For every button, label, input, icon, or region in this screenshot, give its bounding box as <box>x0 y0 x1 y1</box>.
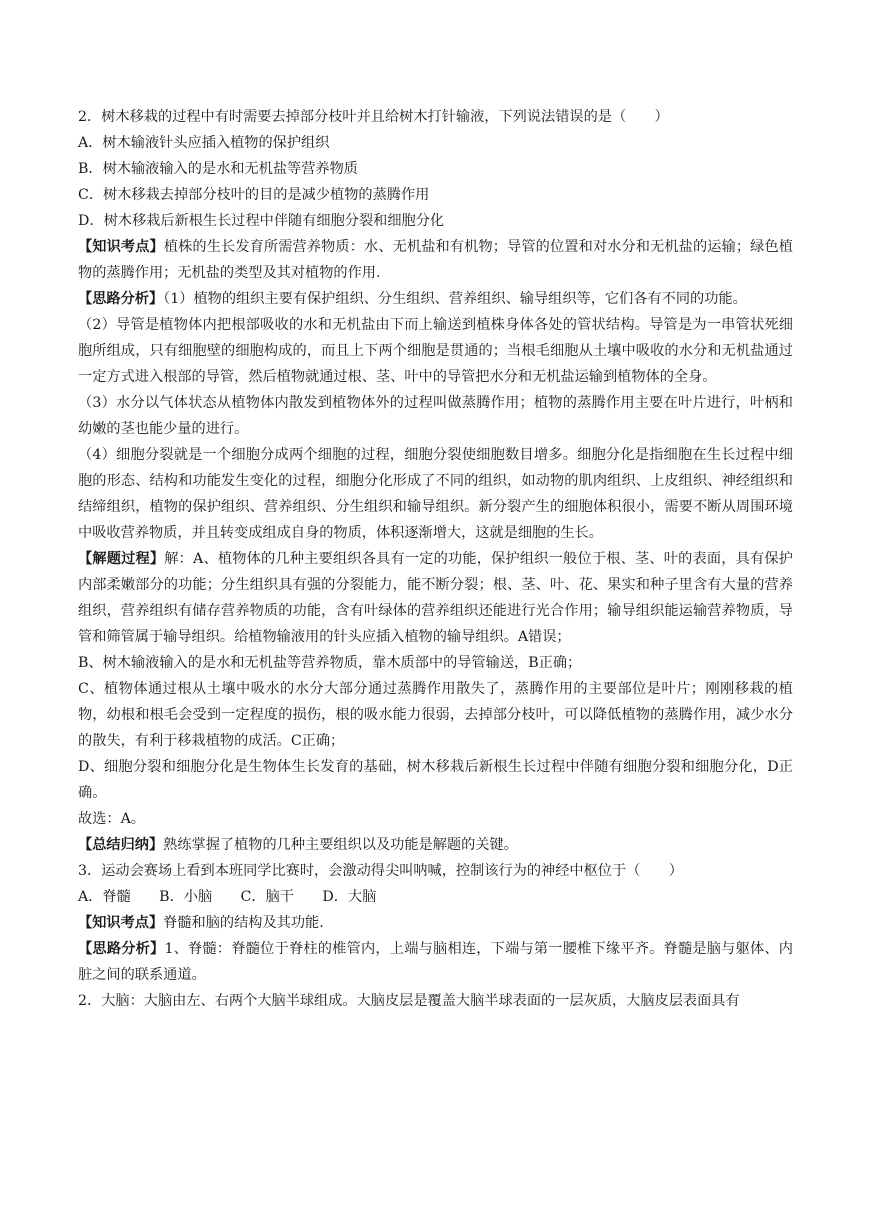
question-3-analysis-1 <box>78 936 793 988</box>
knowledge-text: 植株的生长发育所需营养物质：水、无机盐和有机物；导管的位置和对水分和无机盐的运输；绿色植物的蒸腾作用；无机盐的类型及其对植物的作用. <box>78 239 793 281</box>
question-2-solution-4: D、细胞分裂和细胞分化是生物体生长发育的基础，树木移栽后新根生长过程中伴随有细胞分裂和细胞分化，D正确。 <box>78 759 793 801</box>
analysis-text: 1、脊髓：脊髓位于脊柱的椎管内，上端与脑相连，下端与第一腰椎下缘平齐。脊髓是脑与躯体、内脏之间的联系通道。 <box>78 941 793 983</box>
solution-tag: 【解题过程】 <box>78 551 165 567</box>
question-2-solution-2: B、树木输液输入的是水和无机盐等营养物质，靠木质部中的导管输送，B正确； <box>78 655 582 671</box>
knowledge-tag: 【知识考点】 <box>78 239 164 255</box>
question-2-analysis-2: （2）导管是植物体内把根部吸收的水和无机盐由下而上输送到植株身体各处的管状结构。导管是为一串管状死细胞所组成，只有细胞壁的细胞构成的，而且上下两个细胞是贯通的；当根毛细胞从土壤中吸收的水分和无机盐通过一定方式进入根部的导管，然后植物就通过根、茎、叶中的导管把水分和无机盐运输到植物体的全身。 <box>78 317 793 385</box>
summary-text: 熟练掌握了植物的几种主要组织以及功能是解题的关键。 <box>163 837 518 853</box>
question-3-options: A．脊髓 B．小脑 C．脑干 D．大脑 <box>78 889 377 905</box>
question-2-knowledge <box>78 234 793 286</box>
analysis-tag: 【思路分析】 <box>78 291 164 307</box>
document-page <box>78 104 793 1014</box>
question-3-knowledge <box>78 910 793 936</box>
question-3-analysis-2: 2．大脑：大脑由左、右两个大脑半球组成。大脑皮层是覆盖大脑半球表面的一层灰质，大脑皮层表面具有 <box>78 993 740 1009</box>
question-2-option-d: D．树木移栽后新根生长过程中伴随有细胞分裂和细胞分化 <box>78 213 445 229</box>
summary-tag: 【总结归纳】 <box>78 837 164 853</box>
analysis-text: （1）植物的组织主要有保护组织、分生组织、营养组织、输导组织等，它们各有不同的功能。 <box>163 291 747 307</box>
question-2-solution-1 <box>78 546 793 650</box>
question-2-solution-3: C、植物体通过根从土壤中吸水的水分大部分通过蒸腾作用散失了，蒸腾作用的主要部位是叶片；刚刚移栽的植物，幼根和根毛会受到一定程度的损伤，根的吸水能力很弱，去掉部分枝叶，可以降低植物的蒸腾作用，减少水分的散失，有利于移栽植物的成活。C正确； <box>78 681 793 749</box>
analysis-tag: 【思路分析】 <box>78 941 165 957</box>
question-2-analysis-1 <box>78 286 793 312</box>
question-3-stem: 3．运动会赛场上看到本班同学比赛时，会激动得尖叫呐喊，控制该行为的神经中枢位于（ ） <box>78 863 683 879</box>
question-2-option-a: A．树木输液针头应插入植物的保护组织 <box>78 135 330 151</box>
solution-text: 解：A、植物体的几种主要组织各具有一定的功能，保护组织一般位于根、茎、叶的表面，具有保护内部柔嫩部分的功能；分生组织具有强的分裂能力，能不断分裂；根、茎、叶、花、果实和种子里含有大量的营养组织，营养组织有储存营养物质的功能，含有叶绿体的营养组织还能进行光合作用；输导组织能运输营养物质，导管和筛管属于输导组织。给植物输液用的针头应插入植物的输导组织。A错误； <box>78 551 793 645</box>
question-2-analysis-3: （3）水分以气体状态从植物体内散发到植物体外的过程叫做蒸腾作用；植物的蒸腾作用主要在叶片进行，叶柄和幼嫩的茎也能少量的进行。 <box>78 395 793 437</box>
question-2-option-b: B．树木输液输入的是水和无机盐等营养物质 <box>78 161 358 177</box>
question-2-summary <box>78 832 793 858</box>
knowledge-text: 脊髓和脑的结构及其功能. <box>163 915 324 931</box>
question-2-option-c: C．树木移栽去掉部分枝叶的目的是减少植物的蒸腾作用 <box>78 187 430 203</box>
question-2-stem: 2．树木移栽的过程中有时需要去掉部分枝叶并且给树木打针输液，下列说法错误的是（ ） <box>78 109 669 125</box>
question-2-analysis-4: （4）细胞分裂就是一个细胞分成两个细胞的过程，细胞分裂使细胞数目增多。细胞分化是指细胞在生长过程中细胞的形态、结构和功能发生变化的过程，细胞分化形成了不同的组织，如动物的肌肉组织、上皮组织、神经组织和结缔组织，植物的保护组织、营养组织、分生组织和输导组织。新分裂产生的细胞体积很小，需要不断从周围环境中吸收营养物质，并且转变成组成自身的物质，体积逐渐增大，这就是细胞的生长。 <box>78 447 793 541</box>
question-2-answer: 故选：A。 <box>78 811 145 827</box>
knowledge-tag: 【知识考点】 <box>78 915 164 931</box>
